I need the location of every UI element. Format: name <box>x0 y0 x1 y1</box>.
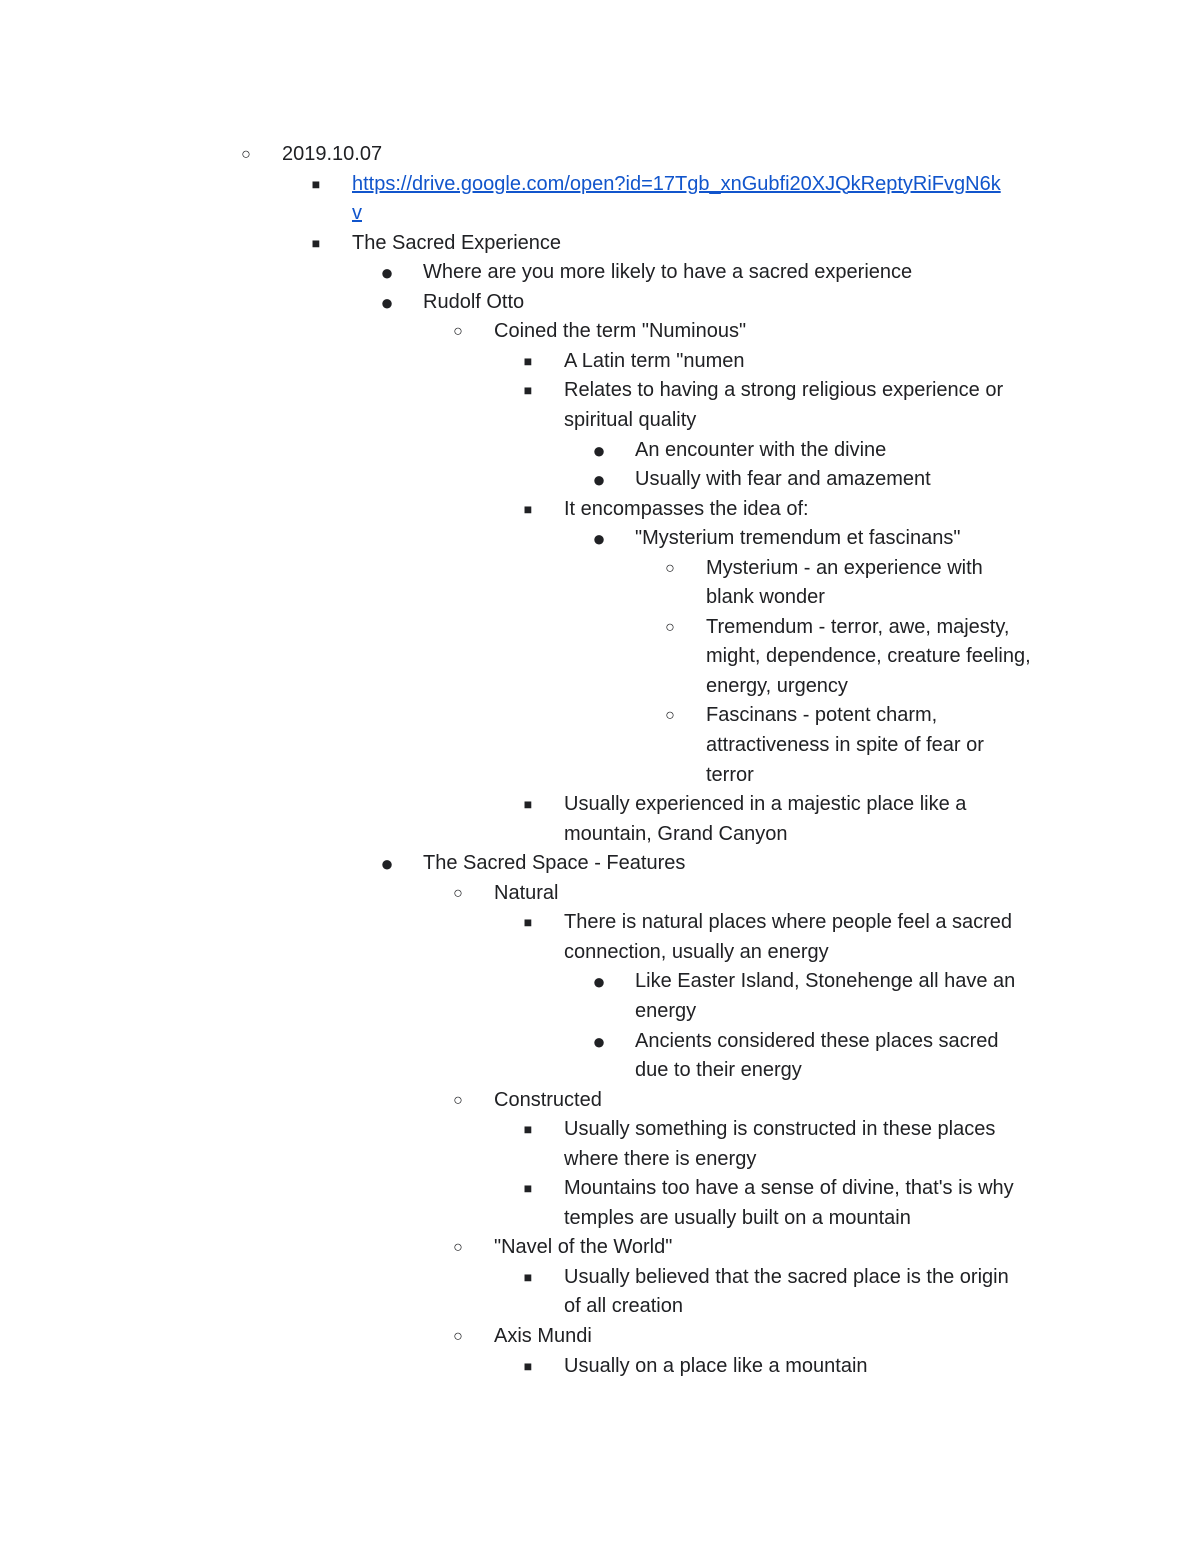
list-bullet-icon: ○ <box>665 707 675 725</box>
list-item-text: Mysterium - an experience with <box>706 556 983 579</box>
list-item-text: Relates to having a strong religious experience or <box>564 379 1004 402</box>
list-item-text: energy <box>635 999 697 1022</box>
list-item-text: mountain, Grand Canyon <box>564 822 788 845</box>
list-item-text: Usually believed that the sacred place is the origin <box>564 1265 1009 1288</box>
list-item-text: Mountains too have a sense of divine, that's is why <box>564 1177 1014 1200</box>
list-bullet-icon: ○ <box>453 884 463 902</box>
list-item-text: attractiveness in spite of fear or <box>706 734 984 756</box>
list-bullet-icon: ● <box>592 467 606 493</box>
list-item-text: "Mysterium tremendum et fascinans" <box>635 527 961 550</box>
list-item-text: Where are you more likely to have a sacred experience <box>423 261 913 284</box>
drive-link[interactable]: v <box>352 202 362 225</box>
list-item-text: Rudolf Otto <box>423 290 525 313</box>
list-bullet-icon: ○ <box>453 1091 463 1109</box>
list-item-text: "Navel of the World" <box>494 1236 673 1259</box>
list-item-text: Like Easter Island, Stonehenge all have an <box>635 970 1016 993</box>
list-item-text: Constructed <box>494 1088 602 1111</box>
list-item-text: energy, urgency <box>706 674 848 697</box>
list-item-text: temples are usually built on a mountain <box>564 1206 911 1229</box>
list-bullet-icon: ● <box>592 969 606 995</box>
list-bullet-icon: ■ <box>311 234 321 251</box>
list-bullet-icon: ● <box>592 526 606 552</box>
list-bullet-icon: ■ <box>523 352 533 369</box>
list-bullet-icon: ■ <box>523 1268 533 1285</box>
drive-link[interactable]: https://drive.google.com/open?id=17Tgb_xnGubfi20XJQkReptyRiFvgN6k <box>352 172 1001 195</box>
list-item-text: Coined the term "Numinous" <box>494 320 747 343</box>
list-bullet-icon: ■ <box>523 382 533 399</box>
list-item-text: Usually on a place like a mountain <box>564 1354 868 1377</box>
list-bullet-icon: ○ <box>665 559 675 577</box>
list-bullet-icon: ○ <box>453 1239 463 1257</box>
list-bullet-icon: ● <box>380 260 394 286</box>
list-item-text: Fascinans - potent charm, <box>706 704 938 727</box>
list-bullet-icon: ● <box>380 851 394 877</box>
list-item-text: of all creation <box>564 1295 683 1318</box>
list-item-text: might, dependence, creature feeling, <box>706 645 1031 668</box>
list-bullet-icon: ○ <box>241 146 251 163</box>
list-item-text: Natural <box>494 881 559 904</box>
list-bullet-icon: ○ <box>453 1328 463 1345</box>
list-bullet-icon: ● <box>592 437 606 463</box>
list-item-text: connection, usually an energy <box>564 940 829 963</box>
list-item-text: There is natural places where people feel a sacred <box>564 911 1013 934</box>
list-item-text: 2019.10.07 <box>282 143 383 165</box>
list-bullet-icon: ■ <box>523 500 533 517</box>
list-bullet-icon: ■ <box>523 1180 533 1197</box>
list-bullet-icon: ■ <box>311 175 321 192</box>
list-bullet-icon: ● <box>592 1028 606 1054</box>
list-item-text: Tremendum - terror, awe, majesty, <box>706 615 1010 638</box>
list-bullet-icon: ○ <box>453 323 463 341</box>
list-item-text: Usually experienced in a majestic place like a <box>564 793 967 816</box>
list-item-text: Usually something is constructed in these places <box>564 1118 996 1141</box>
list-item-text: The Sacred Experience <box>352 231 562 254</box>
list-item-text: A Latin term "numen <box>564 349 745 372</box>
list-item-text: terror <box>706 763 754 786</box>
list-bullet-icon: ● <box>380 289 394 315</box>
list-item-text: Ancients considered these places sacred <box>635 1029 999 1052</box>
list-bullet-icon: ○ <box>665 618 675 636</box>
list-item-text: The Sacred Space - Features <box>423 852 686 875</box>
list-item-text: where there is energy <box>564 1147 757 1170</box>
list-item-text: spiritual quality <box>564 408 697 431</box>
list-item-text: blank wonder <box>706 586 825 609</box>
list-bullet-icon: ■ <box>523 914 533 931</box>
list-bullet-icon: ■ <box>523 796 533 813</box>
list-item-text: Usually with fear and amazement <box>635 468 931 491</box>
list-bullet-icon: ■ <box>523 1357 533 1374</box>
list-item-text: It encompasses the idea of: <box>564 497 809 520</box>
list-item-text: Axis Mundi <box>494 1325 592 1347</box>
list-item-text: An encounter with the divine <box>635 438 887 461</box>
list-bullet-icon: ■ <box>523 1121 533 1138</box>
list-item-text: due to their energy <box>635 1059 802 1082</box>
